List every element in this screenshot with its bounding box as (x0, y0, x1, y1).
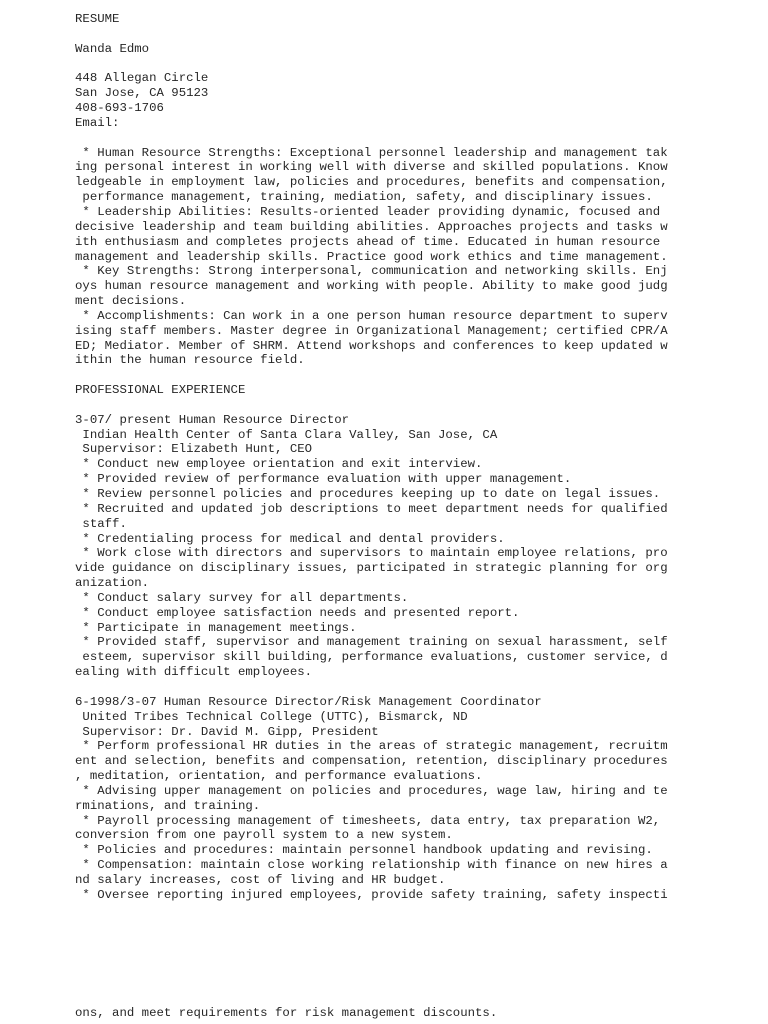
resume-line: performance management, training, mediation, safety, and disciplinary issues. (75, 190, 653, 205)
resume-line: anization. (75, 576, 150, 591)
resume-line: * Advising upper management on policies and procedures, wage law, hiring and te (75, 783, 668, 798)
resume-line: * Conduct employee satisfaction needs and presented report. (75, 605, 520, 620)
resume-line: 6-1998/3-07 Human Resource Director/Risk Management Coordinator (75, 694, 542, 709)
resume-line: * Leadership Abilities: Results-oriented leader providing dynamic, focused and (75, 204, 661, 219)
blank-line (75, 398, 755, 413)
resume-line: ment decisions. (75, 294, 187, 309)
resume-line: * Compensation: maintain close working relationship with finance on new hires a (75, 858, 668, 873)
resume-line: * Perform professional HR duties in the areas of strategic management, recruitm (75, 739, 668, 754)
resume-line: staff. (75, 516, 127, 531)
resume-line: * Human Resource Strengths: Exceptional personnel leadership and management tak (75, 145, 668, 160)
resume-line: , meditation, orientation, and performance evaluations. (75, 769, 483, 784)
resume-line: * Policies and procedures: maintain personnel handbook updating and revising. (75, 843, 653, 858)
resume-line: PROFESSIONAL EXPERIENCE (75, 383, 246, 398)
resume-line: nd salary increases, cost of living and HR budget. (75, 872, 446, 887)
resume-line: * Recruited and updated job descriptions to meet department needs for qualified (75, 501, 668, 516)
resume-page-footer-line: ons, and meet requirements for risk management discounts. (75, 1006, 498, 1020)
resume-line: * Oversee reporting injured employees, provide safety training, safety inspecti (75, 887, 668, 902)
resume-line: ith enthusiasm and completes projects ahead of time. Educated in human resource (75, 234, 661, 249)
resume-line: * Participate in management meetings. (75, 620, 357, 635)
blank-line (75, 368, 755, 383)
resume-line: RESUME (75, 12, 120, 26)
resume-line: esteem, supervisor skill building, performance evaluations, customer service, d (75, 650, 668, 665)
resume-line: * Provided review of performance evaluation with upper management. (75, 472, 572, 487)
resume-line: Indian Health Center of Santa Clara Valley, San Jose, CA (75, 427, 498, 442)
resume-line: rminations, and training. (75, 798, 261, 813)
resume-line: ledgeable in employment law, policies and procedures, benefits and compensation, (75, 175, 668, 190)
resume-line: 448 Allegan Circle (75, 71, 209, 86)
resume-line: * Key Strengths: Strong interpersonal, communication and networking skills. Enj (75, 264, 668, 279)
resume-line: * Conduct salary survey for all departments. (75, 590, 409, 605)
resume-text-body (75, 12, 755, 903)
resume-line: conversion from one payroll system to a new system. (75, 828, 453, 843)
blank-line (75, 680, 755, 695)
resume-line: 408-693-1706 (75, 101, 164, 116)
blank-line (75, 27, 755, 42)
resume-line: decisive leadership and team building abilities. Approaches projects and tasks w (75, 219, 668, 234)
resume-line: * Payroll processing management of timesheets, data entry, tax preparation W2, (75, 813, 661, 828)
blank-line (75, 57, 755, 72)
resume-line: oys human resource management and working with people. Ability to make good judg (75, 279, 668, 294)
resume-line: ising staff members. Master degree in Organizational Management; certified CPR/A (75, 323, 668, 338)
resume-line: management and leadership skills. Practice good work ethics and time management. (75, 249, 668, 264)
resume-line: ealing with difficult employees. (75, 665, 313, 680)
resume-line: * Review personnel policies and procedures keeping up to date on legal issues. (75, 487, 661, 501)
resume-line: ithin the human resource field. (75, 353, 305, 368)
resume-line: ent and selection, benefits and compensation, retention, disciplinary procedures (75, 754, 668, 769)
resume-line: * Provided staff, supervisor and management training on sexual harassment, self (75, 635, 668, 650)
resume-line: * Conduct new employee orientation and exit interview. (75, 457, 483, 472)
resume-line: * Work close with directors and supervisors to maintain employee relations, pro (75, 546, 668, 561)
resume-line: vide guidance on disciplinary issues, participated in strategic planning for org (75, 561, 668, 576)
resume-line: * Credentialing process for medical and dental providers. (75, 531, 505, 546)
resume-line: Email: (75, 115, 120, 130)
resume-line: 3-07/ present Human Resource Director (75, 412, 350, 427)
resume-line: United Tribes Technical College (UTTC), Bismarck, ND (75, 709, 468, 724)
resume-line: Wanda Edmo (75, 41, 150, 56)
resume-line: San Jose, CA 95123 (75, 86, 209, 101)
resume-line: ing personal interest in working well with diverse and skilled populations. Know (75, 160, 668, 175)
resume-line: Supervisor: Dr. David M. Gipp, President (75, 724, 379, 739)
blank-line (75, 131, 755, 146)
resume-line: * Accomplishments: Can work in a one person human resource department to superv (75, 308, 668, 323)
resume-line: Supervisor: Elizabeth Hunt, CEO (75, 442, 313, 457)
resume-line: ED; Mediator. Member of SHRM. Attend workshops and conferences to keep updated w (75, 338, 668, 353)
